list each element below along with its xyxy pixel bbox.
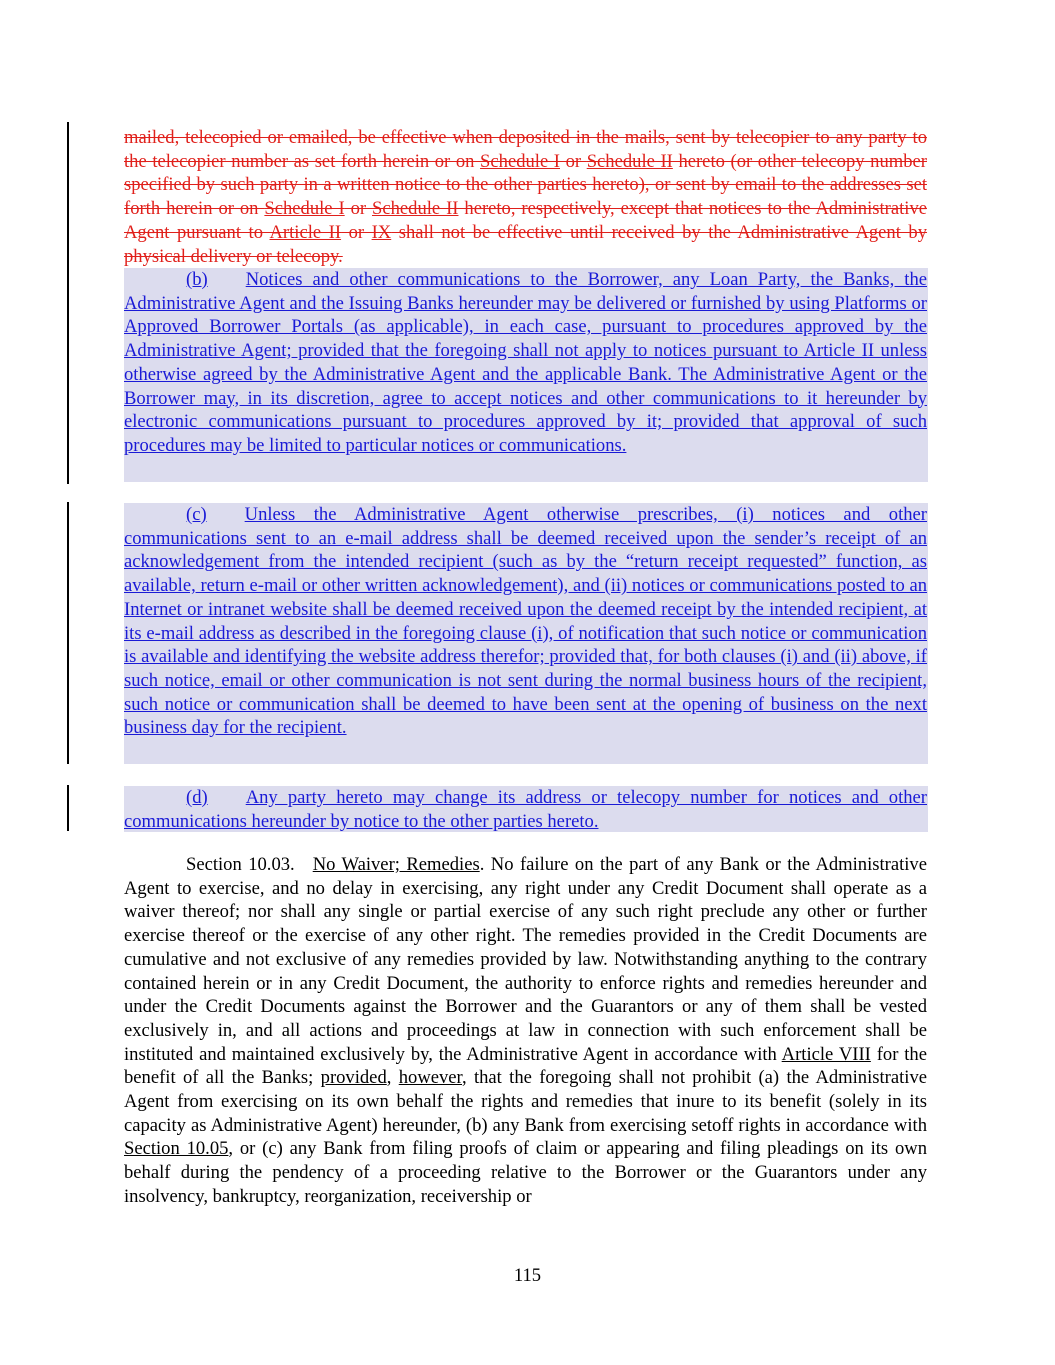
inserted-paragraph-b <box>124 268 927 458</box>
deleted-text: mailed, telecopied or emailed, be effective when deposited in the mails, sent by telecopier to any party to the telecopier number as set forth herein or on <box>124 127 927 172</box>
section-text: No failure on the part of any Bank or the Administrative Agent to exercise, and no delay in exercising, any right under any Credit Document shall operate as a waiver thereof; nor shall any single or partial exercise of any such right preclude any other or further exercise thereof or the exercise of any other right. The remedies provided in the Credit Documents are cumulative and not exclusive of any remedies provided by law. Notwithstanding anything to the contrary contained herein or in any Credit Document, the authority to enforce rights and remedies hereunder and under the Credit Documents against the Borrower and the Guarantors or any of them shall be vested exclusively in, and all actions and proceedings at law in connection with such enforcement shall be instituted and maintained exclusively by, the Administrative Agent in accordance with <box>124 854 927 1065</box>
deleted-text: or <box>341 221 372 243</box>
deleted-text: hereto, respectively, except that notices to the Administrative Agent pursuant to <box>124 198 927 243</box>
paragraph-label: (c) <box>186 504 207 525</box>
change-bar <box>67 502 69 764</box>
deleted-text: or <box>560 150 587 172</box>
paragraph-label: (b) <box>186 269 208 290</box>
cross-reference: Section 10.05 <box>124 1138 229 1160</box>
section-heading-period: . <box>479 854 485 875</box>
inserted-paragraph-d <box>124 786 927 833</box>
deleted-text: or <box>344 198 372 220</box>
deleted-text: hereto (or other telecopy number specified by such party in a written notice to the other parties hereto), or sent by email to the addresses set forth herein or on <box>124 150 927 220</box>
deleted-ref: IX <box>371 221 392 243</box>
section-number: Section 10.03. <box>186 854 295 875</box>
deleted-ref: Schedule I <box>264 198 345 220</box>
section-text: , that the foregoing shall not prohibit (a) the Administrative Agent from exercising on its own behalf the rights and remedies that inure to its benefit (solely in its capacity as Administrative Agent) hereunder, (b) any Bank from exercising setoff rights in accordance with <box>124 1067 927 1136</box>
paragraph-label: (d) <box>186 787 208 808</box>
emphasis-provided: provided <box>320 1067 387 1089</box>
section-text: for the benefit of all the Banks; <box>124 1043 927 1089</box>
section-heading: No Waiver; Remedies <box>312 854 480 875</box>
deleted-ref: Article II <box>269 221 342 243</box>
inserted-text: Unless the Administrative Agent otherwise prescribes, (i) notices and other communications sent to an e-mail address shall be deemed received upon the sender’s receipt of an acknowledgement from the intended recipient (such as by the “return receipt requested” function, as available, return e-mail or other written acknowledgement), and (ii) notices or communications posted to an Internet or intranet website shall be deemed received upon the deemed receipt by the intended recipient, at its e-mail address as described in the foregoing clause (i), of notification that such notice or communication is available and identifying the website address therefor; provided that, for both clauses (i) and (ii) above, if such notice, email or other communication is not sent during the normal business hours of the recipient, such notice or communication shall be deemed to have been sent at the opening of business on the next business day for the recipient. <box>124 504 927 739</box>
section-text: , or (c) any Bank from filing proofs of claim or appearing and filing pleadings on its own behalf during the pendency of a proceeding relative to the Borrower or the Guarantors under any insolvency, bankruptcy, reorganization, receivership or <box>124 1138 927 1207</box>
change-bar <box>67 785 69 831</box>
emphasis-however: however <box>398 1067 462 1089</box>
section-10-03 <box>124 853 927 1209</box>
deleted-ref: Schedule I <box>480 150 560 172</box>
inserted-text: Notices and other communications to the Borrower, any Loan Party, the Banks, the Administrative Agent and the Issuing Banks hereunder may be delivered or furnished by using Platforms or Approved Borrower Portals (as applicable), in each case, pursuant to procedures approved by the Administrative Agent; provided that the foregoing shall not apply to notices pursuant to Article II unless otherwise agreed by the Administrative Agent and the applicable Bank. The Administrative Agent or the Borrower may, in its discretion, agree to accept notices and other communications to it hereunder by electronic communications pursuant to procedures approved by it; provided that approval of such procedures may be limited to particular notices or communications. <box>124 269 927 456</box>
inserted-text: Any party hereto may change its address or telecopy number for notices and other communications hereunder by notice to the other parties hereto. <box>124 787 927 832</box>
inserted-paragraph-c <box>124 503 927 740</box>
deleted-text: shall not be effective until received by the Administrative Agent by physical delivery or telecopy. <box>124 221 928 267</box>
deleted-paragraph <box>124 126 927 268</box>
cross-reference: Article VIII <box>781 1043 871 1065</box>
deleted-ref: Schedule II <box>372 198 459 220</box>
page-number: 115 <box>513 1265 542 1286</box>
change-bar <box>67 122 69 484</box>
deleted-ref: Schedule II <box>586 150 673 172</box>
section-text: , <box>386 1067 399 1089</box>
